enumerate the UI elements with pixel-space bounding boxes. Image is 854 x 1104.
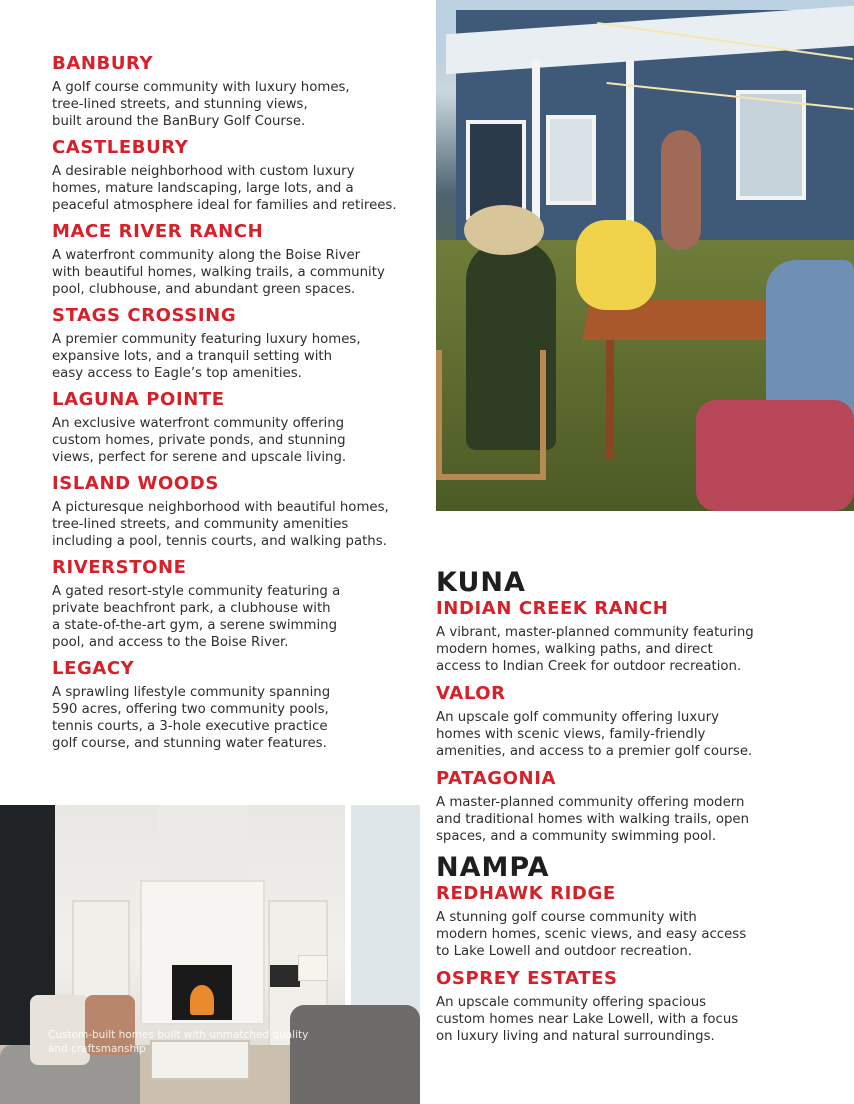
community-description: A vibrant, master-planned community featuring modern homes, walking paths, and direct access to Indian Creek for outdoor recreation. [436,625,754,674]
community-entry-island-woods [52,473,422,550]
community-title: ISLAND WOODS [52,473,219,494]
community-entry-osprey-estates [436,968,846,1045]
community-description: A master-planned community offering modern and traditional homes with walking trails, open spaces, and a community swimming pool. [436,795,750,844]
community-entry-laguna-pointe [52,389,422,466]
city-heading-nampa: NAMPA [436,852,550,883]
photo-caption: Custom-built homes built with unmatched quality and craftsmanship [48,1029,309,1055]
community-title: RIVERSTONE [52,557,187,578]
community-entry-banbury [52,53,422,130]
community-entry-redhawk-ridge [436,883,846,960]
community-entry-valor [436,683,846,760]
community-title: BANBURY [52,53,154,74]
community-description: A waterfront community along the Boise River with beautiful homes, walking trails, a community pool, clubhouse, and abundant green spaces. [52,248,385,297]
community-description: A sprawling lifestyle community spanning 590 acres, offering two community pools, tennis courts, a 3-hole executive practice golf course, and stunning water features. [52,685,331,751]
community-title: INDIAN CREEK RANCH [436,598,669,619]
community-title: CASTLEBURY [52,137,189,158]
community-description: A picturesque neighborhood with beautiful homes, tree-lined streets, and community amenities including a pool, tennis courts, and walking paths. [52,500,389,549]
community-description: A gated resort-style community featuring a private beachfront park, a clubhouse with a state-of-the-art gym, a serene swimming pool, and access to the Boise River. [52,584,341,650]
community-entry-mace-river-ranch [52,221,422,298]
community-entry-riverstone [52,557,422,651]
community-description: A desirable neighborhood with custom luxury homes, mature landscaping, large lots, and a peaceful atmosphere ideal for families and retirees. [52,164,397,213]
community-title: LAGUNA POINTE [52,389,225,410]
community-title: VALOR [436,683,506,704]
community-description: A premier community featuring luxury homes, expansive lots, and a tranquil setting with easy access to Eagle’s top amenities. [52,332,361,381]
community-title: STAGS CROSSING [52,305,237,326]
right-community-list [436,568,846,1053]
community-entry-legacy [52,658,422,752]
community-title: OSPREY ESTATES [436,968,618,989]
community-title: REDHAWK RIDGE [436,883,616,904]
community-entry-stags-crossing [52,305,422,382]
community-description: A stunning golf course community with modern homes, scenic views, and easy access to Lake Lowell and outdoor recreation. [436,910,747,959]
community-entry-patagonia [436,768,846,845]
community-title: MACE RIVER RANCH [52,221,264,242]
left-community-list [52,53,422,759]
community-entry-indian-creek-ranch [436,598,846,675]
community-title: PATAGONIA [436,768,557,789]
community-title: LEGACY [52,658,135,679]
community-entry-castlebury [52,137,422,214]
outdoor-dinner-photo [436,0,854,511]
community-description: An exclusive waterfront community offering custom homes, private ponds, and stunning views, perfect for serene and upscale living. [52,416,347,465]
living-room-photo [0,805,420,1104]
community-description: A golf course community with luxury homes, tree-lined streets, and stunning views, built around the BanBury Golf Course. [52,80,350,129]
community-description: An upscale community offering spacious custom homes near Lake Lowell, with a focus on luxury living and natural surroundings. [436,995,739,1044]
city-heading-kuna: KUNA [436,567,526,598]
community-description: An upscale golf community offering luxury homes with scenic views, family-friendly amenities, and access to a premier golf course. [436,710,753,759]
